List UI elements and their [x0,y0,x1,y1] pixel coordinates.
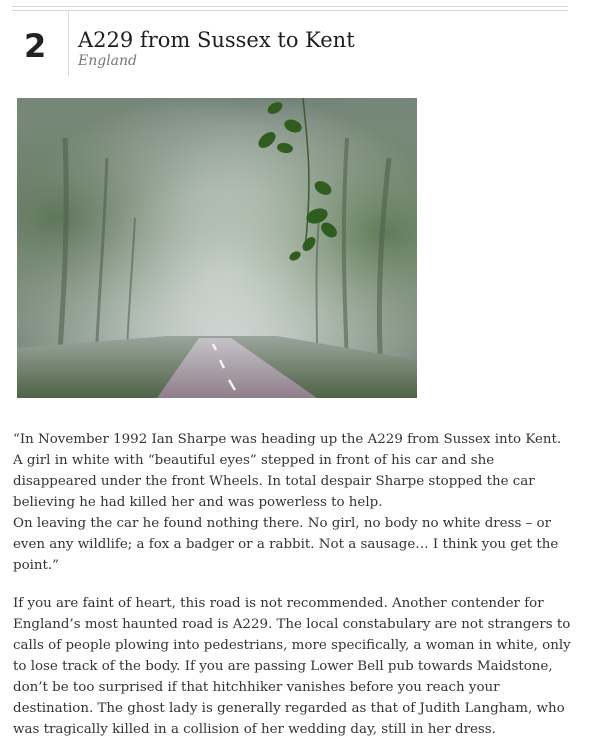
misty-road-image [17,98,417,398]
entry-rank-number: 2 [24,27,47,65]
description-paragraph [13,593,573,740]
entry-header [12,10,568,76]
header-divider [68,10,69,76]
entry-location: England [78,53,138,69]
quote-paragraph [13,429,573,576]
quote-line: On leaving the car he found nothing there. No girl, no body no white dress – or even any wildlife; a fox a badger or a rabbit. Not a sausage… I think you get the point.” [13,516,559,573]
body-text: If you are faint of heart, this road is not recommended. Another contender for England’s most haunted road is A229. The local constabulary are not strangers to calls of people plowing into pedestrians, more specifically, a woman in white, only to lose track of the body. If you are passing Lower Bell pub towards Maidstone, don’t be too surprised if that hitchhiker vanishes before you reach your destination. The ghost lady is generally regarded as that of Judith Langham, who was tragically killed in a collision of her wedding day, still in her dress. [13,596,571,737]
road-photo [17,98,417,398]
entry-title: A229 from Sussex to Kent [78,28,355,52]
quote-line: “In November 1992 Ian Sharpe was heading up the A229 from Sussex into Kent. A girl in white with “beautiful eyes” stepped in front of his car and she disappeared under the front Wheels. In total despair Sharpe stopped the car believing he had killed her and was powerless to help. [13,432,562,510]
